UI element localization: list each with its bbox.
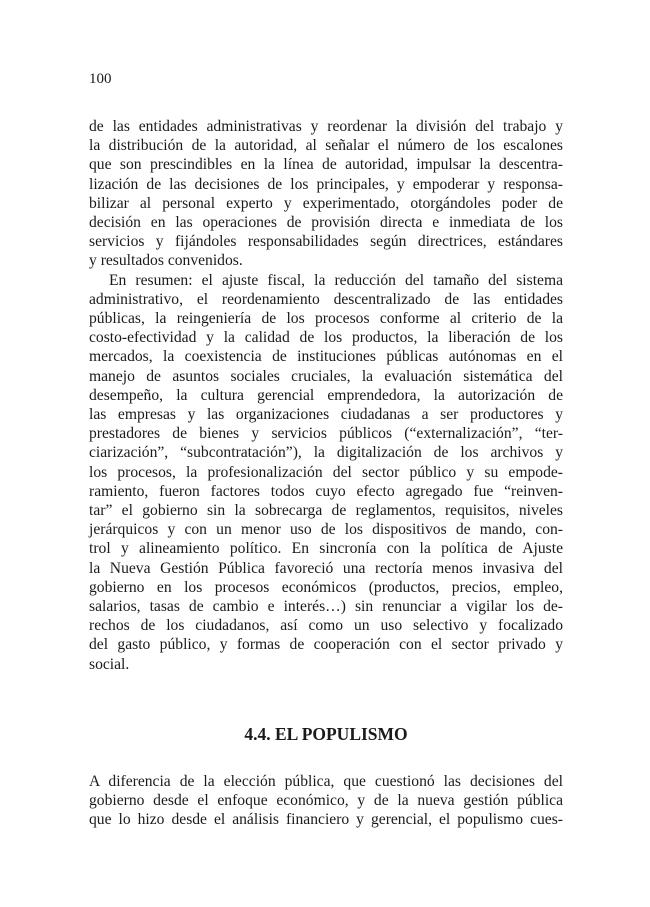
text-line: mercados, la coexistencia de instituciones públicas autónomas en el: [89, 348, 563, 366]
text-line: A diferencia de la elección pública, que cuestionó las decisiones del: [89, 773, 563, 790]
text-line: ramiento, fueron factores todos cuyo efecto agregado fue “reinven-: [89, 482, 563, 500]
body-text: [89, 117, 563, 674]
text-line: las empresas y las organizaciones ciudadanas a ser productores y: [89, 406, 563, 424]
text-line: que son prescindibles en la línea de autoridad, impulsar la descentra-: [89, 156, 563, 174]
text-line: tar” el gobierno sin la sobrecarga de reglamentos, requisitos, niveles: [89, 502, 563, 520]
text-line: rechos de los ciudadanos, así como un uso selectivo y focalizado: [89, 617, 563, 635]
text-line: administrativo, el reordenamiento descentralizado de las entidades: [89, 290, 563, 308]
text-line: gobierno desde el enfoque económico, y de la nueva gestión pública: [89, 792, 563, 810]
text-line: En resumen: el ajuste fiscal, la reducción del tamaño del sistema: [109, 271, 563, 289]
paragraph-1: [89, 117, 563, 271]
text-line: trol y alineamiento político. En sincronía con la política de Ajuste: [89, 540, 563, 558]
text-line: lización de las decisiones de los principales, y empoderar y responsa-: [89, 175, 563, 193]
text-line: salarios, tasas de cambio e interés…) sin renunciar a vigilar los de-: [89, 598, 563, 616]
text-line: la Nueva Gestión Pública favoreció una rectoría menos invasiva del: [89, 559, 563, 577]
text-line: gobierno en los procesos económicos (productos, precios, empleo,: [89, 578, 563, 596]
text-line: manejo de asuntos sociales cruciales, la evaluación sistemática del: [89, 367, 563, 385]
text-line: que lo hizo desde el análisis financiero y gerencial, el populismo cues-: [89, 811, 563, 829]
text-line: y resultados convenidos.: [89, 252, 243, 270]
text-line: social.: [89, 655, 130, 673]
text-line: la distribución de la autoridad, al señalar el número de los escalones: [89, 137, 563, 155]
text-line: servicios y fijándoles responsabilidades según directrices, estándares: [89, 233, 563, 251]
section-paragraph: [89, 772, 563, 830]
section-heading: 4.4. EL POPULISMO: [244, 724, 408, 744]
paragraph-2: [89, 271, 563, 674]
text-line: ciarización”, “subcontratación”), la digitalización de los archivos y: [89, 444, 563, 462]
text-line: los procesos, la profesionalización del sector público y su empode-: [89, 463, 563, 481]
text-line: de las entidades administrativas y reordenar la división del trabajo y: [89, 118, 563, 135]
text-line: del gasto público, y formas de cooperación con el sector privado y: [89, 636, 563, 654]
text-line: bilizar al personal experto y experimentado, otorgándoles poder de: [89, 194, 563, 212]
text-line: prestadores de bienes y servicios públicos (“externalización”, “ter-: [89, 425, 563, 443]
page-number: 100: [89, 71, 112, 87]
text-line: decisión en las operaciones de provisión directa e inmediata de los: [89, 214, 563, 232]
book-page: [89, 0, 563, 907]
text-line: jerárquicos y con un menor uso de los dispositivos de mando, con-: [89, 521, 563, 539]
text-line: desempeño, la cultura gerencial emprendedora, la autorización de: [89, 386, 563, 404]
text-line: públicas, la reingeniería de los procesos conforme al criterio de la: [89, 310, 563, 328]
text-line: costo-efectividad y la calidad de los productos, la liberación de los: [89, 329, 563, 347]
